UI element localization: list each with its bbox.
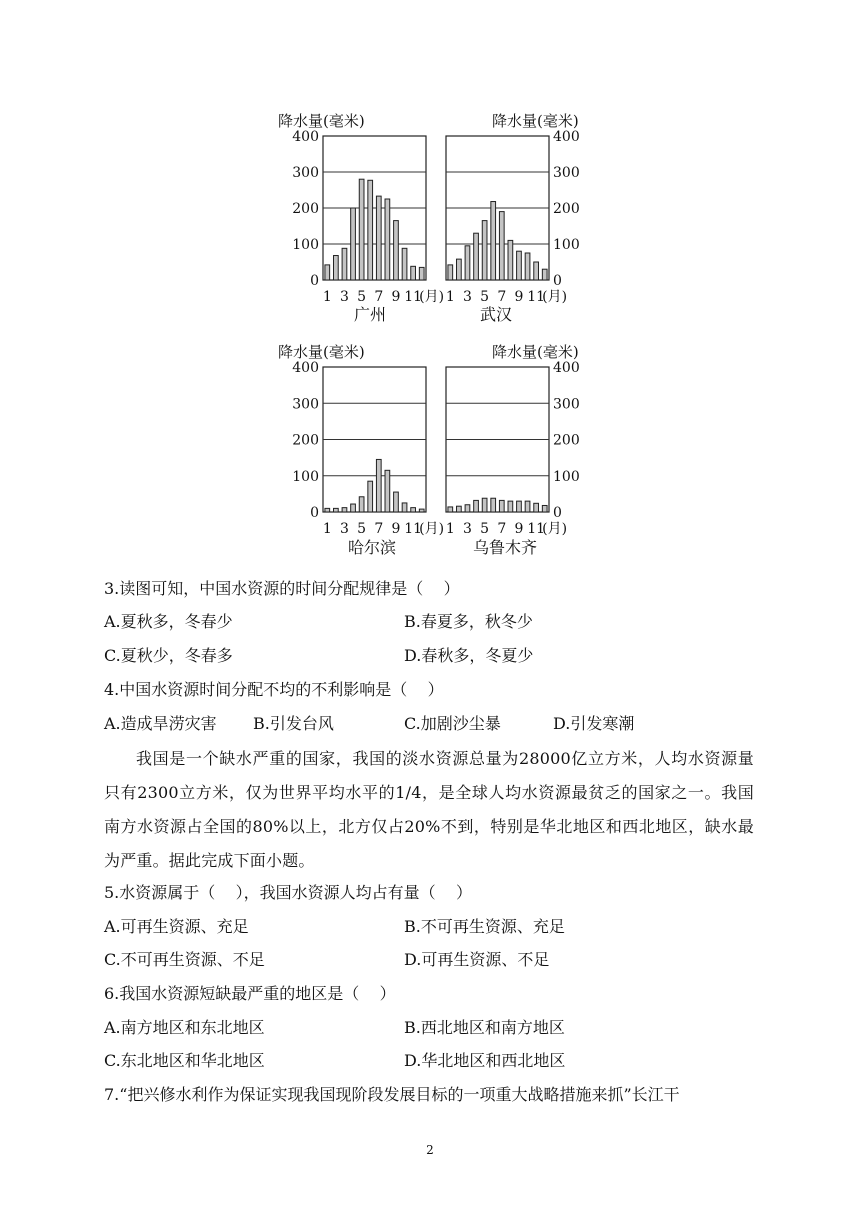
bar-3 <box>342 248 347 280</box>
question-4-stem: 4.中国水资源时间分配不均的不利影响是（ ） <box>104 680 444 699</box>
x-tick-label: 5 <box>357 289 367 305</box>
question-6-option-c: C.东北地区和华北地区 <box>104 1051 265 1070</box>
x-tick-label: 3 <box>339 521 349 537</box>
y-tick-label: 100 <box>553 237 580 253</box>
bar-7 <box>499 500 504 512</box>
question-4-option-b: B.引发台风 <box>253 714 334 733</box>
x-tick-label: 5 <box>480 521 490 537</box>
y-tick-label: 400 <box>553 129 580 145</box>
chart-title: 乌鲁木齐 <box>472 538 538 557</box>
x-tick-label: 7 <box>497 521 507 537</box>
x-tick-label: 3 <box>462 289 472 305</box>
bar-9 <box>394 492 399 512</box>
bar-1 <box>448 507 453 512</box>
bar-1 <box>448 265 453 280</box>
bar-10 <box>402 248 407 280</box>
bar-7 <box>376 459 381 512</box>
x-tick-label: 1 <box>445 289 455 305</box>
x-unit-label: (月) <box>419 289 445 305</box>
page-number: 2 <box>426 1143 434 1157</box>
bar-7 <box>376 196 381 280</box>
x-tick-label: 9 <box>391 521 401 537</box>
y-axis-label: 降水量(毫米) <box>492 112 579 130</box>
bar-8 <box>508 240 513 280</box>
question-7-stem: 7.“把兴修水利作为保证实现我国现阶段发展目标的一项重大战略措施来抓”长江干 <box>104 1085 680 1104</box>
bar-12 <box>419 509 424 512</box>
bar-10 <box>402 503 407 512</box>
bar-12 <box>542 505 547 512</box>
question-3-stem: 3.读图可知，中国水资源的时间分配规律是（ ） <box>104 579 460 598</box>
bar-11 <box>534 503 539 512</box>
question-3-option-c: C.夏秋少，冬春多 <box>104 646 233 665</box>
bar-10 <box>525 501 530 512</box>
x-tick-label: 11 <box>527 289 546 305</box>
question-6-option-a: A.南方地区和东北地区 <box>104 1018 265 1037</box>
bar-6 <box>368 180 373 280</box>
y-tick-label: 200 <box>553 432 580 449</box>
bar-8 <box>385 470 390 512</box>
y-tick-label: 0 <box>310 273 319 289</box>
y-tick-label: 300 <box>553 396 580 413</box>
y-tick-label: 200 <box>292 432 319 449</box>
precipitation-charts <box>0 0 860 570</box>
x-tick-label: 9 <box>514 289 524 305</box>
x-tick-label: 1 <box>322 289 332 305</box>
bar-12 <box>542 269 547 280</box>
x-tick-label: 1 <box>445 521 455 537</box>
question-5-option-d: D.可再生资源、不足 <box>404 950 550 969</box>
x-tick-label: 7 <box>497 289 507 305</box>
bar-1 <box>325 265 330 280</box>
y-tick-label: 0 <box>553 273 562 289</box>
x-tick-label: 5 <box>480 289 490 305</box>
question-3-option-a: A.夏秋多，冬春少 <box>104 612 233 631</box>
bar-4 <box>351 504 356 512</box>
question-4-option-c: C.加剧沙尘暴 <box>404 714 501 733</box>
x-tick-label: 11 <box>404 289 423 305</box>
y-tick-label: 400 <box>292 360 319 376</box>
x-tick-label: 3 <box>339 289 349 305</box>
bar-10 <box>525 253 530 280</box>
x-tick-label: 1 <box>322 521 332 537</box>
x-tick-label: 7 <box>374 521 384 537</box>
bar-3 <box>465 246 470 280</box>
bar-2 <box>334 256 339 280</box>
bar-8 <box>385 199 390 280</box>
bar-4 <box>474 233 479 280</box>
y-tick-label: 0 <box>310 505 319 521</box>
bar-2 <box>334 508 339 512</box>
question-5-option-a: A.可再生资源、充足 <box>104 917 249 936</box>
x-tick-label: 3 <box>462 521 472 537</box>
bar-12 <box>419 267 424 280</box>
bar-3 <box>342 508 347 512</box>
y-tick-label: 100 <box>553 468 580 485</box>
x-tick-label: 9 <box>514 521 524 537</box>
x-tick-label: 7 <box>374 289 384 305</box>
bar-8 <box>508 501 513 512</box>
bar-9 <box>517 501 522 512</box>
x-tick-label: 11 <box>404 521 423 537</box>
bar-2 <box>457 506 462 512</box>
bar-5 <box>359 497 364 512</box>
x-tick-label: 5 <box>357 521 367 537</box>
bar-9 <box>394 221 399 280</box>
y-tick-label: 300 <box>292 396 319 413</box>
chart-title: 哈尔滨 <box>347 538 397 557</box>
y-tick-label: 0 <box>553 505 562 521</box>
y-tick-label: 200 <box>553 201 580 217</box>
bar-11 <box>534 262 539 280</box>
bar-4 <box>351 208 356 280</box>
x-unit-label: (月) <box>542 289 568 305</box>
y-tick-label: 300 <box>553 165 580 181</box>
y-tick-label: 400 <box>553 360 580 376</box>
y-tick-label: 100 <box>292 468 319 485</box>
x-tick-label: 9 <box>391 289 401 305</box>
x-tick-label: 11 <box>527 521 546 537</box>
bar-4 <box>474 500 479 512</box>
bar-5 <box>482 221 487 280</box>
bar-6 <box>368 481 373 512</box>
y-tick-label: 300 <box>292 165 319 181</box>
question-3-option-d: D.春秋多，冬夏少 <box>404 646 534 665</box>
question-6-option-b: B.西北地区和南方地区 <box>404 1018 565 1037</box>
bar-6 <box>491 202 496 280</box>
bar-11 <box>411 508 416 512</box>
chart-title: 武汉 <box>479 305 513 324</box>
y-axis-label: 降水量(毫米) <box>278 112 365 130</box>
bar-6 <box>491 498 496 512</box>
bar-3 <box>465 505 470 512</box>
question-5-option-b: B.不可再生资源、充足 <box>404 917 565 936</box>
bar-1 <box>325 508 330 512</box>
question-4-option-d: D.引发寒潮 <box>553 714 635 733</box>
y-axis-label: 降水量(毫米) <box>278 343 365 361</box>
bar-5 <box>359 179 364 280</box>
bar-7 <box>499 212 504 280</box>
bar-9 <box>517 251 522 280</box>
x-unit-label: (月) <box>542 521 568 537</box>
reading-passage: 我国是一个缺水严重的国家，我国的淡水资源总量为28000亿立方米，人均水资源量只有2300立方米，仅为世界平均水平的1/4，是全球人均水资源最贫乏的国家之一。我国南方水资源占全国的80%以上，北方仅占20%不到，特别是华北地区和西北地区，缺水最为严重。据此完成下面小题。 <box>104 749 754 870</box>
chart-title: 广州 <box>353 305 387 324</box>
question-5-stem: 5.水资源属于（ ），我国水资源人均占有量（ ） <box>104 883 472 902</box>
x-unit-label: (月) <box>419 521 445 537</box>
question-5-option-c: C.不可再生资源、不足 <box>104 950 265 969</box>
y-tick-label: 200 <box>292 201 319 217</box>
question-3-option-b: B.春夏多，秋冬少 <box>404 612 533 631</box>
bar-11 <box>411 266 416 280</box>
y-tick-label: 400 <box>292 129 319 145</box>
bar-2 <box>457 259 462 280</box>
bar-5 <box>482 498 487 512</box>
y-tick-label: 100 <box>292 237 319 253</box>
question-4-option-a: A.造成旱涝灾害 <box>104 714 217 733</box>
question-6-stem: 6.我国水资源短缺最严重的地区是（ ） <box>104 984 396 1003</box>
question-6-option-d: D.华北地区和西北地区 <box>404 1051 566 1070</box>
y-axis-label: 降水量(毫米) <box>492 343 579 361</box>
